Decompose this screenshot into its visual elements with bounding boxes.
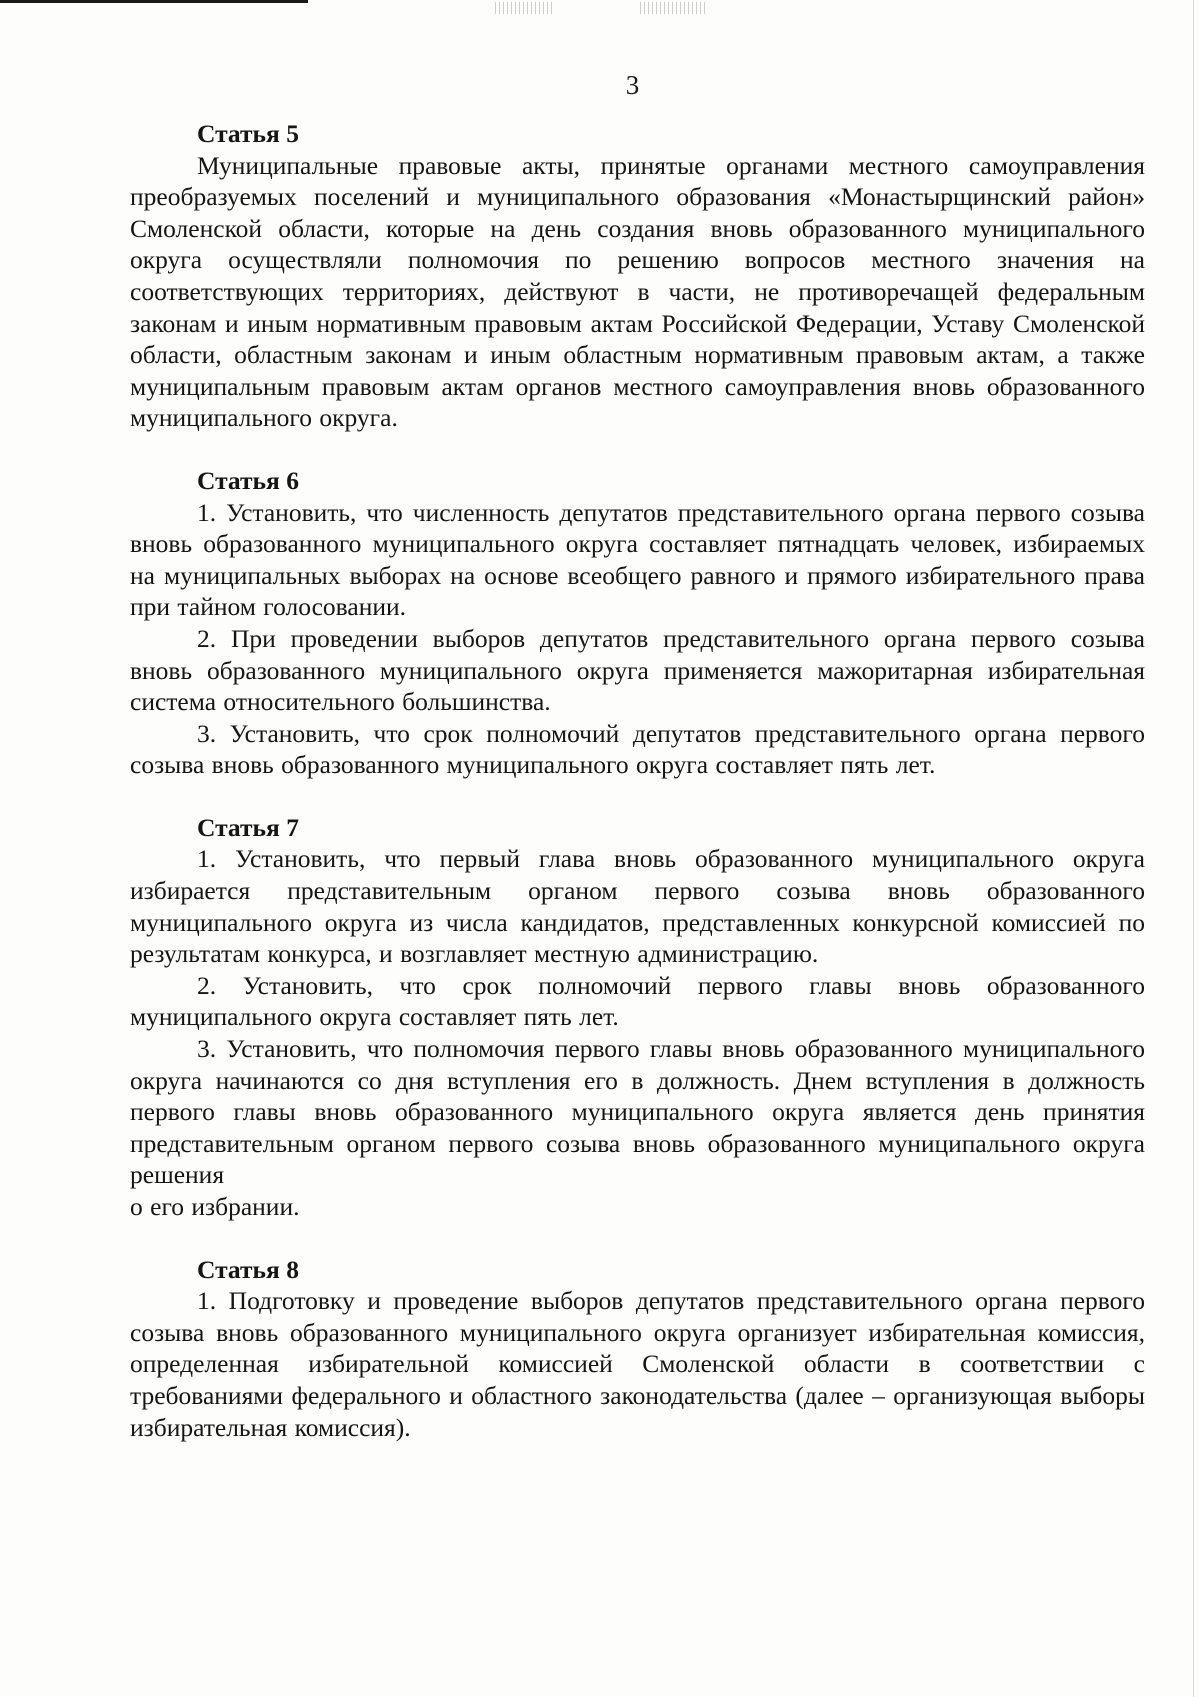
article-heading: Статья 6 [197,465,299,495]
scan-top-rule [0,0,308,3]
article-paragraph: 1. Установить, что численность депутатов представительного органа первого созыва вновь образованного муниципального округа составляет пятнадцать человек, избираемых на муниципальных выборах на основе всеобщего равного и прямого избирательного права при тайном голосовании. [130,497,1145,622]
document-body [130,118,1145,1443]
article-8 [130,1254,1145,1444]
article-paragraph: 2. При проведении выборов депутатов представительного органа первого созыва вновь образованного муниципального округа применяется мажоритарная избирательная система относительного большинства. [130,623,1145,717]
scan-noise-mark [495,2,555,14]
article-5 [130,118,1145,434]
article-paragraph: 1. Подготовку и проведение выборов депутатов представительного органа первого созыва вновь образованного муниципального округа организует избирательная комиссия, определенная избирательной комиссией Смоленской области в соответствии с требованиями федерального и областного законодательства (далее – организующая выборы избирательная комиссия). [130,1286,1145,1442]
article-paragraph: Муниципальные правовые акты, принятые органами местного самоуправления преобразуемых поселений и муниципального образования «Монастырщинский район» Смоленской области, которые на день создания вновь образованного муниципального округа осуществляли полномочия по решению вопросов местного значения на соответствующих территориях, действуют в части, не противоречащей федеральным законам и иным нормативным правовым актам Российской Федерации, Уставу Смоленской области, областным законам и иным областным нормативным правовым актам, а также муниципальным правовым актам органов местного самоуправления вновь образованного муниципального округа. [130,150,1145,433]
scan-noise-mark [640,2,705,14]
article-paragraph-continuation: о его избрании. [130,1192,300,1221]
article-7 [130,812,1145,1223]
article-paragraph: 2. Установить, что срок полномочий первого главы вновь образованного муниципального округа составляет пять лет. [130,970,1145,1032]
article-6 [130,465,1145,781]
article-heading: Статья 5 [197,119,299,148]
page-number: 3 [625,70,640,100]
article-paragraph: 1. Установить, что первый глава вновь образованного муниципального округа избирается представительным органом первого созыва вновь образованного муниципального округа из числа кандидатов, представленных конкурсной комиссией по результатам конкурса, и возглавляет местную администрацию. [130,844,1145,969]
article-heading: Статья 8 [197,1254,299,1284]
article-paragraph: 3. Установить, что срок полномочий депутатов представительного органа первого созыва вновь образованного муниципального округа составляет пять лет. [130,718,1145,780]
scan-page-edge [1193,0,1194,1697]
article-heading: Статья 7 [197,812,299,842]
article-paragraph: 3. Установить, что полномочия первого главы вновь образованного муниципального округа начинаются со дня вступления его в должность. Днем вступления в должность первого главы вновь образованного муниципального округа является день принятия представительным органом первого созыва вновь образованного муниципального округа решения [130,1034,1145,1190]
